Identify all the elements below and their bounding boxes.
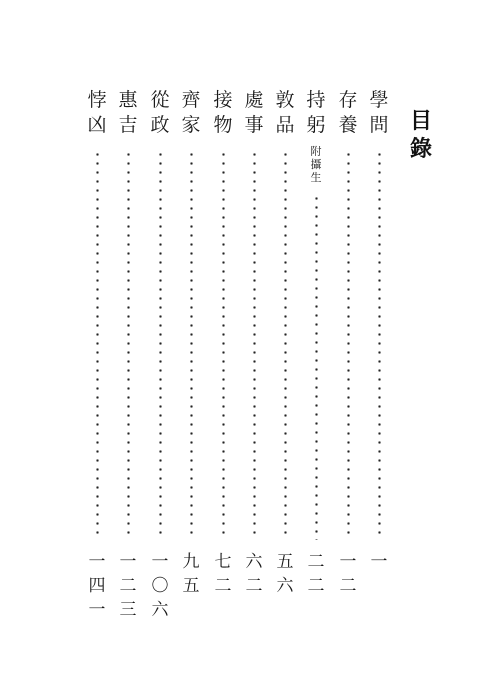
page-number-char: 六 [151, 600, 169, 620]
entry-title [272, 88, 298, 138]
entry-title [303, 88, 329, 138]
page-number-char: 二 [307, 552, 325, 572]
page-number-char: 六 [245, 552, 263, 572]
entry-title-char: 存 [338, 89, 358, 111]
entry-title-char: 家 [181, 114, 201, 136]
page-number-char: 五 [276, 552, 294, 572]
entry-note-char: 附 [310, 145, 322, 158]
toc-entry[interactable] [272, 88, 298, 628]
entry-title-char: 處 [244, 89, 264, 111]
page-number [241, 550, 267, 598]
entry-title-char: 問 [369, 114, 389, 136]
leader-dots [378, 150, 381, 540]
entry-title-char: 凶 [87, 114, 107, 136]
entry-note-char: 生 [310, 171, 322, 184]
page-number-char: 二 [339, 576, 357, 596]
entry-title-char: 物 [213, 114, 233, 136]
page-number-char: 一 [151, 552, 169, 572]
toc-entry[interactable] [335, 88, 361, 628]
leader-dots [159, 150, 162, 540]
entry-title-char: 品 [275, 114, 295, 136]
entry-title [84, 88, 110, 138]
toc-entry[interactable] [303, 88, 329, 628]
page-number [178, 550, 204, 598]
page-number [272, 550, 298, 598]
toc-entry[interactable] [241, 88, 267, 628]
entry-title-char: 養 [338, 114, 358, 136]
leader-dots [253, 150, 256, 540]
toc-entry[interactable] [178, 88, 204, 628]
entry-note [309, 145, 323, 184]
entry-title-char: 從 [150, 89, 170, 111]
entry-title-char: 政 [150, 114, 170, 136]
toc-title-char: 目 [409, 109, 432, 134]
page-number-char: 三 [119, 600, 137, 620]
entry-title-char: 事 [244, 114, 264, 136]
page-number-char: 六 [276, 576, 294, 596]
entry-title-char: 齊 [181, 89, 201, 111]
entry-title [178, 88, 204, 138]
page-number-char: 一 [370, 552, 388, 572]
entry-title-char: 持 [306, 89, 326, 111]
page-number-char: 〇 [151, 576, 169, 596]
entry-title-char: 學 [369, 89, 389, 111]
page-number [366, 550, 392, 574]
toc-entry[interactable] [84, 88, 110, 628]
entry-title [241, 88, 267, 138]
page-number-char: 二 [307, 576, 325, 596]
page-number [115, 550, 141, 622]
entry-title [210, 88, 236, 138]
page-number [303, 550, 329, 598]
entry-title [115, 88, 141, 138]
leader-dots [222, 150, 225, 540]
entry-title [147, 88, 173, 138]
toc-entry[interactable] [147, 88, 173, 628]
entry-title [335, 88, 361, 138]
page-number [147, 550, 173, 622]
entry-title-char: 躬 [306, 114, 326, 136]
page-number-char: 一 [119, 552, 137, 572]
leader-dots [127, 150, 130, 540]
entry-title-char: 敦 [275, 89, 295, 111]
page-number-char: 九 [182, 552, 200, 572]
page-number-char: 一 [88, 600, 106, 620]
toc-entry[interactable] [210, 88, 236, 628]
page-number-char: 二 [245, 576, 263, 596]
page-number-char: 二 [119, 576, 137, 596]
page-number-char: 一 [339, 552, 357, 572]
toc-title-char: 錄 [409, 137, 432, 162]
page-number-char: 七 [214, 552, 232, 572]
leader-dots [96, 150, 99, 540]
leader-dots [284, 150, 287, 540]
leader-dots [347, 150, 350, 540]
entry-title-char: 惠 [118, 89, 138, 111]
page-number-char: 五 [182, 576, 200, 596]
toc-entry[interactable] [366, 88, 392, 628]
entry-title-char: 吉 [118, 114, 138, 136]
page-number [210, 550, 236, 598]
leader-dots [190, 150, 193, 540]
toc-entry[interactable] [115, 88, 141, 628]
entry-title-char: 接 [213, 89, 233, 111]
page-number [335, 550, 361, 598]
page-number [84, 550, 110, 622]
page-number-char: 四 [88, 576, 106, 596]
leader-dots [315, 194, 318, 540]
entry-title-char: 悖 [87, 89, 107, 111]
toc-title [406, 108, 436, 164]
page-number-char: 二 [214, 576, 232, 596]
entry-title [366, 88, 392, 138]
entry-note-char: 攝 [310, 158, 322, 171]
page-number-char: 一 [88, 552, 106, 572]
